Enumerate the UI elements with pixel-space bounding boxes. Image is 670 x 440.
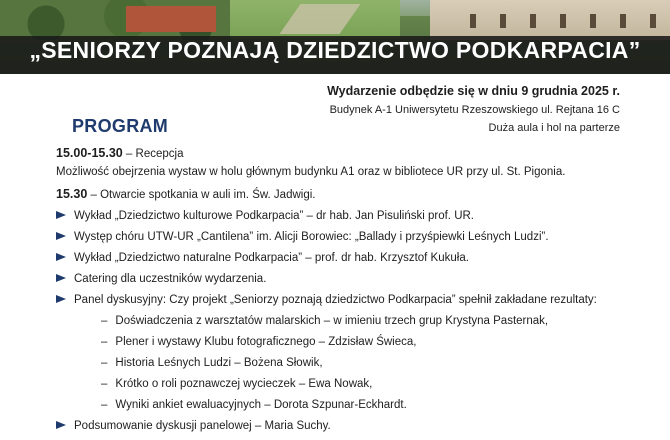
- panel-item: – Krótko o roli poznawczej wycieczek – Ewa Nowak,: [101, 378, 373, 390]
- event-hall: Duża aula i hol na parterze: [488, 122, 620, 134]
- schedule-row: 15.30 – Otwarcie spotkania w auli im. Św. Jadwigi.: [56, 187, 316, 201]
- schedule-row: 15.00-15.30 – Recepcja: [56, 146, 184, 160]
- schedule-time: 15.30: [56, 187, 88, 201]
- panel-item: – Historia Leśnych Ludzi – Bożena Słowik,: [101, 357, 323, 369]
- banner-building: [430, 0, 670, 40]
- arrow-bullet-icon: [56, 211, 66, 219]
- schedule-note: Możliwość obejrzenia wystaw w holu głównym budynku A1 oraz w bibliotece UR przy ul. St. Pigonia.: [56, 166, 566, 178]
- program-item: Panel dyskusyjny: Czy projekt „Seniorzy poznają dziedzictwo Podkarpacia” spełnił zakładane rezultaty:: [56, 294, 597, 306]
- arrow-bullet-icon: [56, 421, 66, 429]
- banner-roof: [126, 6, 216, 32]
- panel-item: – Plener i wystawy Klubu fotograficznego – Zdzisław Świeca,: [101, 336, 417, 348]
- schedule-time: 15.00-15.30: [56, 146, 123, 160]
- program-item: Catering dla uczestników wydarzenia.: [56, 273, 266, 285]
- page-title: „SENIORZY POZNAJĄ DZIEDZICTWO PODKARPACIA”: [29, 37, 641, 63]
- panel-item: – Doświadczenia z warsztatów malarskich – w imieniu trzech grup Krystyna Pasternak,: [101, 315, 549, 327]
- arrow-bullet-icon: [56, 295, 66, 303]
- arrow-bullet-icon: [56, 274, 66, 282]
- event-place: Budynek A-1 Uniwersytetu Rzeszowskiego ul. Rejtana 16 C: [329, 104, 620, 116]
- program-heading: PROGRAM: [72, 116, 169, 136]
- panel-item: – Wyniki ankiet ewaluacyjnych – Dorota Szpunar-Eckhardt.: [101, 399, 407, 411]
- program-item: Występ chóru UTW-UR „Cantilena” im. Alicji Borowiec: „Ballady i przyśpiewki Leśnych Ludzi”.: [56, 231, 549, 243]
- event-date: Wydarzenie odbędzie się w dniu 9 grudnia 2025 r.: [327, 84, 620, 98]
- arrow-bullet-icon: [56, 253, 66, 261]
- program-item: Podsumowanie dyskusji panelowej – Maria Suchy.: [56, 420, 331, 432]
- program-item: Wykład „Dziedzictwo kulturowe Podkarpacia” – dr hab. Jan Pisuliński prof. UR.: [56, 210, 474, 222]
- schedule-text: Otwarcie spotkania w auli im. Św. Jadwigi.: [100, 189, 316, 201]
- program-item: Wykład „Dziedzictwo naturalne Podkarpacia” – prof. dr hab. Krzysztof Kukuła.: [56, 252, 469, 264]
- schedule-text: Recepcja: [135, 148, 184, 160]
- arrow-bullet-icon: [56, 232, 66, 240]
